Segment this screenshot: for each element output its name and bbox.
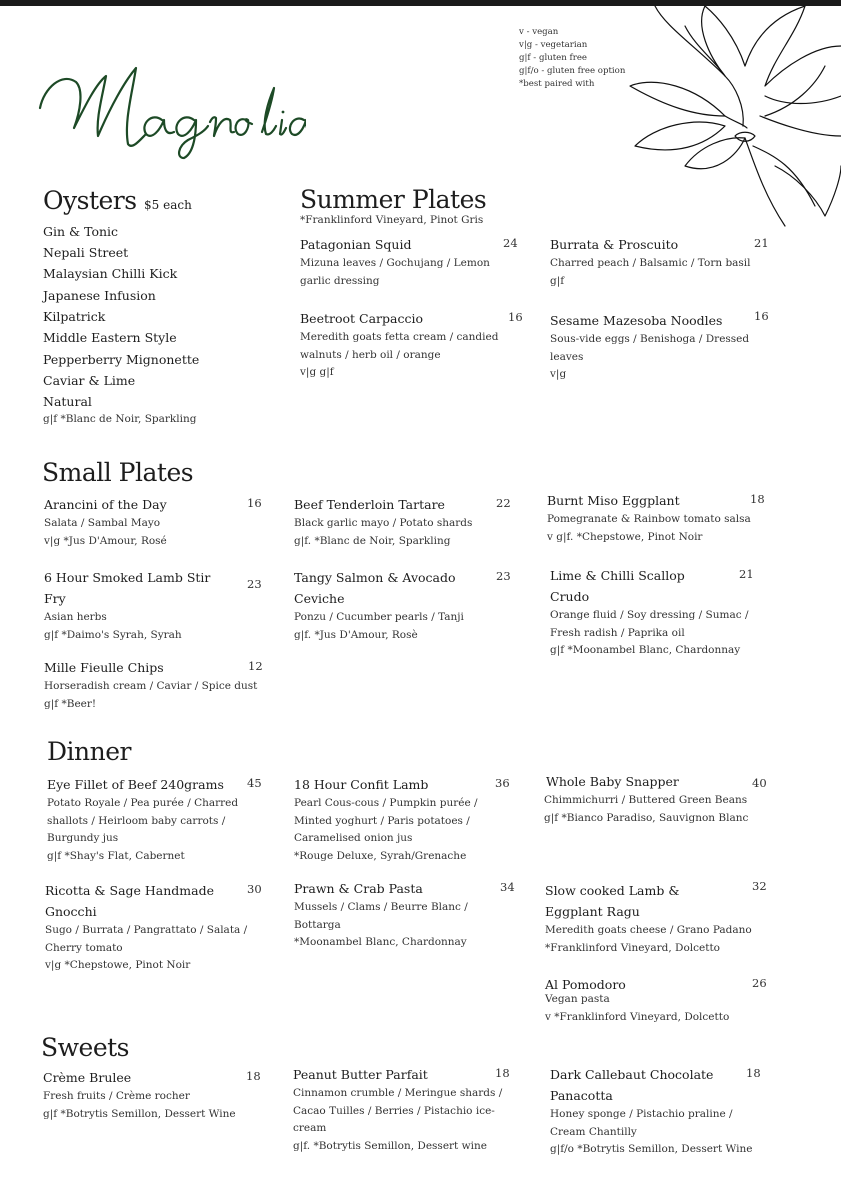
menu-item bbox=[550, 234, 770, 290]
item-name: Eggplant Ragu bbox=[545, 904, 640, 919]
item-desc: Potato Royale / Pea purée / Charred bbox=[47, 797, 239, 809]
item-name: Eye Fillet of Beef 240grams bbox=[47, 777, 224, 792]
oyster-item: Kilpatrick bbox=[43, 309, 106, 324]
item-desc: Sugo / Burrata / Pangrattato / Salata / bbox=[45, 924, 248, 936]
item-price: 21 bbox=[754, 236, 769, 250]
item-desc: Charred peach / Balsamic / Torn basil bbox=[550, 257, 751, 269]
item-name: 6 Hour Smoked Lamb Stir bbox=[44, 570, 211, 585]
menu-item bbox=[294, 774, 514, 865]
item-desc: walnuts / herb oil / orange bbox=[300, 348, 441, 361]
legend-best-paired: *best paired with bbox=[519, 79, 595, 89]
item-price: 32 bbox=[752, 879, 767, 893]
item-desc: Chimmichurri / Buttered Green Beans bbox=[544, 794, 748, 806]
item-name: Fry bbox=[44, 591, 66, 606]
item-desc: g|f *Beer! bbox=[44, 697, 97, 710]
item-price: 26 bbox=[752, 976, 767, 990]
menu-item bbox=[545, 974, 769, 1026]
menu-item bbox=[47, 774, 265, 865]
summer-plates-pairing: *Franklinford Vineyard, Pinot Gris bbox=[300, 214, 484, 226]
item-name: Whole Baby Snapper bbox=[546, 774, 679, 789]
menu-item bbox=[44, 567, 262, 644]
item-name: Arancini of the Day bbox=[44, 497, 167, 512]
item-price: 23 bbox=[247, 577, 262, 591]
menu-item bbox=[294, 878, 516, 952]
item-desc: g|f. *Jus D'Amour, Rosè bbox=[294, 628, 418, 641]
item-desc: Fresh radish / Paprika oil bbox=[550, 626, 685, 639]
item-price: 18 bbox=[746, 1066, 761, 1080]
oysters-title: Oysters bbox=[43, 186, 137, 215]
oysters-heading bbox=[43, 186, 192, 215]
legend-vegan: v - vegan bbox=[519, 27, 559, 37]
item-price: 23 bbox=[496, 569, 511, 583]
item-desc: Sous-vide eggs / Benishoga / Dressed bbox=[550, 333, 750, 345]
item-desc: *Rouge Deluxe, Syrah/Grenache bbox=[294, 849, 467, 862]
item-desc: g|f *Bianco Paradiso, Sauvignon Blanc bbox=[544, 811, 749, 824]
menu-item bbox=[44, 657, 266, 713]
item-desc: g|f *Shay's Flat, Cabernet bbox=[47, 849, 185, 862]
item-name: Patagonian Squid bbox=[300, 237, 412, 252]
item-desc: g|f. *Botrytis Semillon, Dessert wine bbox=[293, 1139, 487, 1152]
item-price: 36 bbox=[495, 776, 510, 790]
menu-item bbox=[300, 234, 518, 290]
item-price: 16 bbox=[508, 310, 523, 324]
item-desc: *Franklinford Vineyard, Dolcetto bbox=[545, 941, 720, 954]
menu-item bbox=[293, 1064, 517, 1155]
item-name: Ceviche bbox=[294, 591, 345, 606]
item-desc: leaves bbox=[550, 350, 584, 363]
magnolia-flower-illustration bbox=[625, 6, 841, 236]
item-desc: shallots / Heirloom baby carrots / bbox=[47, 814, 226, 827]
item-price: 24 bbox=[503, 236, 518, 250]
item-desc: g|f *Botrytis Semillon, Dessert Wine bbox=[43, 1107, 236, 1120]
item-desc: v|g *Jus D'Amour, Rosé bbox=[44, 534, 167, 547]
item-desc: *Moonambel Blanc, Chardonnay bbox=[294, 936, 467, 948]
item-desc: Ponzu / Cucumber pearls / Tanji bbox=[294, 611, 464, 623]
item-price: 12 bbox=[248, 659, 263, 673]
item-desc: g|f. *Blanc de Noir, Sparkling bbox=[294, 534, 451, 547]
legend-gluten-free: g|f - gluten free bbox=[519, 53, 587, 63]
oyster-item: Middle Eastern Style bbox=[43, 330, 177, 345]
small-plates-heading: Small Plates bbox=[42, 458, 194, 487]
oyster-item: Pepperberry Mignonette bbox=[43, 352, 200, 367]
item-desc: Asian herbs bbox=[44, 611, 107, 623]
item-desc: Mussels / Clams / Beurre Blanc / bbox=[294, 901, 468, 913]
item-price: 18 bbox=[246, 1069, 261, 1083]
item-price: 45 bbox=[247, 776, 262, 790]
item-name: Crudo bbox=[550, 589, 590, 604]
item-desc: v g|f. *Chepstowe, Pinot Noir bbox=[547, 530, 703, 543]
item-name: 18 Hour Confit Lamb bbox=[294, 777, 429, 792]
dietary-legend bbox=[519, 26, 625, 91]
menu-item bbox=[550, 565, 770, 660]
item-name: Burnt Miso Eggplant bbox=[547, 493, 680, 508]
item-desc: Mizuna leaves / Gochujang / Lemon bbox=[300, 257, 490, 269]
item-name: Crème Brulee bbox=[43, 1070, 132, 1085]
item-desc: Bottarga bbox=[294, 918, 341, 931]
oyster-item: Natural bbox=[43, 394, 92, 409]
menu-item bbox=[547, 490, 767, 546]
item-name: Al Pomodoro bbox=[545, 977, 626, 992]
item-desc: v|g g|f bbox=[300, 366, 334, 378]
item-desc: cream bbox=[293, 1122, 327, 1134]
item-price: 18 bbox=[495, 1066, 510, 1080]
menu-item bbox=[550, 1064, 772, 1159]
menu-item bbox=[546, 771, 770, 827]
item-desc: v|g bbox=[550, 368, 567, 380]
item-name: Tangy Salmon & Avocado bbox=[294, 570, 456, 585]
item-name: Dark Callebaut Chocolate bbox=[550, 1067, 714, 1082]
sweets-heading: Sweets bbox=[41, 1033, 129, 1062]
item-name: Burrata & Proscuito bbox=[550, 237, 679, 252]
item-desc: Meredith goats fetta cream / candied bbox=[300, 331, 499, 343]
item-desc: v|g *Chepstowe, Pinot Noir bbox=[45, 959, 191, 971]
item-desc: Cream Chantilly bbox=[550, 1125, 637, 1138]
item-desc: Black garlic mayo / Potato shards bbox=[294, 517, 473, 529]
oyster-item: Nepali Street bbox=[43, 245, 129, 260]
item-desc: g|f *Daimo's Syrah, Syrah bbox=[44, 628, 182, 641]
item-desc: Orange fluid / Soy dressing / Sumac / bbox=[550, 609, 749, 621]
item-desc: g|f bbox=[550, 274, 565, 287]
item-desc: Honey sponge / Pistachio praline / bbox=[550, 1108, 733, 1120]
menu-item bbox=[550, 310, 770, 384]
dinner-heading: Dinner bbox=[47, 737, 131, 766]
item-desc: Burgundy jus bbox=[47, 832, 119, 844]
menu-item bbox=[545, 880, 769, 957]
item-price: 40 bbox=[752, 776, 767, 790]
item-name: Ricotta & Sage Handmade bbox=[45, 883, 215, 898]
item-desc: Vegan pasta bbox=[545, 993, 610, 1005]
item-name: Slow cooked Lamb & bbox=[545, 883, 680, 898]
legend-vegetarian: v|g - vegetarian bbox=[519, 40, 588, 50]
item-desc: Cherry tomato bbox=[45, 941, 123, 954]
oyster-item: Gin & Tonic bbox=[43, 224, 119, 239]
oyster-item: Japanese Infusion bbox=[43, 288, 156, 303]
menu-item bbox=[45, 880, 265, 975]
item-desc: v *Franklinford Vineyard, Dolcetto bbox=[545, 1010, 730, 1023]
item-name: Peanut Butter Parfait bbox=[293, 1067, 428, 1082]
oyster-item: Malaysian Chilli Kick bbox=[43, 266, 178, 281]
oysters-pairing: g|f *Blanc de Noir, Sparkling bbox=[43, 413, 197, 425]
item-name: Beetroot Carpaccio bbox=[300, 311, 423, 326]
menu-item bbox=[294, 567, 512, 644]
oysters-price-note: $5 each bbox=[144, 198, 192, 212]
item-name: Sesame Mazesoba Noodles bbox=[550, 313, 723, 328]
item-desc: g|f *Moonambel Blanc, Chardonnay bbox=[550, 644, 741, 656]
item-desc: Pomegranate & Rainbow tomato salsa bbox=[547, 513, 751, 525]
item-price: 30 bbox=[247, 882, 262, 896]
menu-item bbox=[44, 494, 262, 550]
item-desc: garlic dressing bbox=[300, 274, 380, 287]
item-name: Panacotta bbox=[550, 1088, 613, 1103]
item-price: 16 bbox=[247, 496, 262, 510]
item-desc: Horseradish cream / Caviar / Spice dust bbox=[44, 680, 258, 692]
item-desc: Cacao Tuilles / Berries / Pistachio ice- bbox=[293, 1104, 495, 1117]
item-price: 21 bbox=[739, 567, 754, 581]
item-desc: Caramelised onion jus bbox=[294, 832, 413, 844]
item-name: Gnocchi bbox=[45, 904, 97, 919]
item-price: 34 bbox=[500, 880, 515, 894]
item-name: Mille Fieulle Chips bbox=[44, 660, 164, 675]
item-price: 22 bbox=[496, 496, 511, 510]
item-desc: Meredith goats cheese / Grano Padano bbox=[545, 924, 752, 936]
item-desc: Cinnamon crumble / Meringue shards / bbox=[293, 1087, 503, 1099]
legend-gluten-free-option: g|f/o - gluten free option bbox=[519, 66, 626, 76]
item-price: 18 bbox=[750, 492, 765, 506]
item-name: Prawn & Crab Pasta bbox=[294, 881, 423, 896]
menu-item bbox=[294, 494, 512, 550]
item-desc: Minted yoghurt / Paris potatoes / bbox=[294, 814, 470, 827]
summer-plates-heading: Summer Plates bbox=[300, 185, 487, 214]
item-desc: g|f/o *Botrytis Semillon, Dessert Wine bbox=[550, 1143, 753, 1155]
item-desc: Pearl Cous-cous / Pumpkin purée / bbox=[294, 797, 478, 809]
magnolia-logo bbox=[36, 40, 306, 160]
menu-item bbox=[300, 308, 523, 382]
menu-item bbox=[43, 1067, 265, 1123]
item-desc: Fresh fruits / Crème rocher bbox=[43, 1090, 190, 1102]
item-price: 16 bbox=[754, 309, 769, 323]
oyster-item: Caviar & Lime bbox=[43, 373, 136, 388]
item-name: Beef Tenderloin Tartare bbox=[294, 497, 445, 512]
item-desc: Salata / Sambal Mayo bbox=[44, 517, 161, 529]
item-name: Lime & Chilli Scallop bbox=[550, 568, 685, 583]
